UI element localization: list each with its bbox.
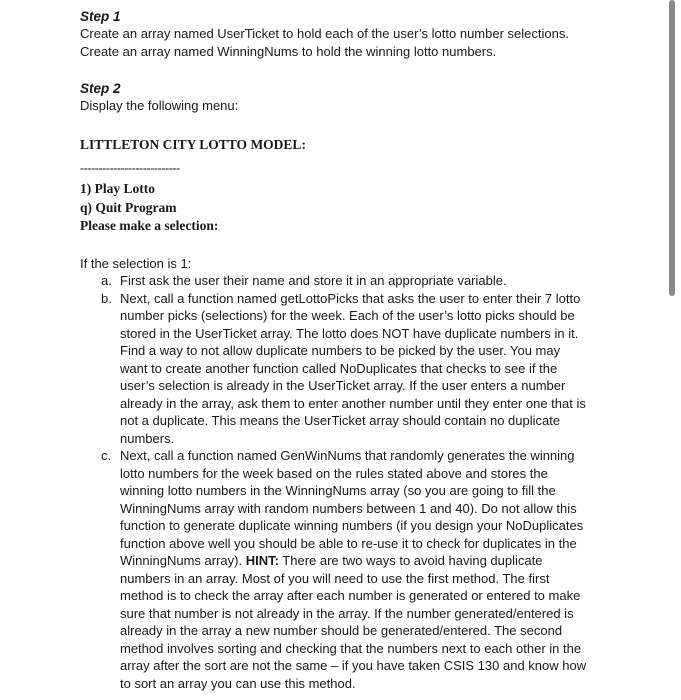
step1-heading: Step 1 [80,9,121,24]
step1-line-1: Create an array named UserTicket to hold each of the user’s lotto number selections. [80,26,569,41]
scrollbar[interactable] [669,0,675,296]
menu-separator: --------------------------- [80,161,180,175]
menu-option-quit: q) Quit Program [80,199,177,215]
step2-line-1: Display the following menu: [80,98,239,113]
instruction-list [80,272,640,692]
list-item-text-part: There are two ways to avoid having duplicate numbers in an array. Most of you will need to use the first method. The first method is to check the array after each number is generated or entered to make sure that number is not already in the array. If the number generated/entered is already in the array a new number should be generated/entered. The second method involves sorting and checking that the numbers next to each other in the array after the sort are not the same – if you have taken CSIS 130 and know how to sort an array you can use this method. [120,553,587,691]
list-item [80,290,640,448]
hint-label: HINT: [245,553,279,568]
list-item-text: First ask the user their name and store it in an appropriate variable. [120,273,507,288]
step1-line-2: Create an array named WinningNums to hold the winning lotto numbers. [80,43,497,59]
list-item-text: Next, call a function named getLottoPicks that asks the user to enter their 7 lotto number picks (selections) for the week. Each of the user’s lotto picks should be stored in the UserTicket array. The lotto does NOT have duplicate numbers in it. Find a way to not allow duplicate numbers to be picked by the user. You may want to create another function called NoDuplicates that checks to see if the user’s selection is already in the UserTicket array. If the user enters a number already in the array, ask them to enter another number until they enter one that is not a duplicate. This means the UserTicket array should contain no duplicate numbers. [120,290,586,446]
document-page [80,8,640,692]
menu-option-play: 1) Play Lotto [80,181,155,196]
list-item-text [120,447,640,692]
step2-heading: Step 2 [80,81,121,96]
list-marker: b. [101,290,112,306]
list-item [80,272,640,290]
list-item [80,447,640,692]
list-item-text-part: Next, call a function named GenWinNums that randomly generates the winning lotto numbers for the week based on the rules stated above and stores the winning lotto numbers in the WinningNums array (so you are going to fill the WinningNums array with random numbers between 1 and 40). Do not allow this function to generate duplicate winning numbers (if you design your NoDuplicates function above well you should be able to re-use it to check for duplicates in the WinningNums array). [120,448,584,568]
list-marker: a. [101,273,112,288]
menu-title: LITTLETON CITY LOTTO MODEL: [80,136,306,152]
selection-intro: If the selection is 1: [80,255,192,271]
menu-prompt: Please make a selection: [80,218,219,233]
list-marker: c. [101,448,112,463]
